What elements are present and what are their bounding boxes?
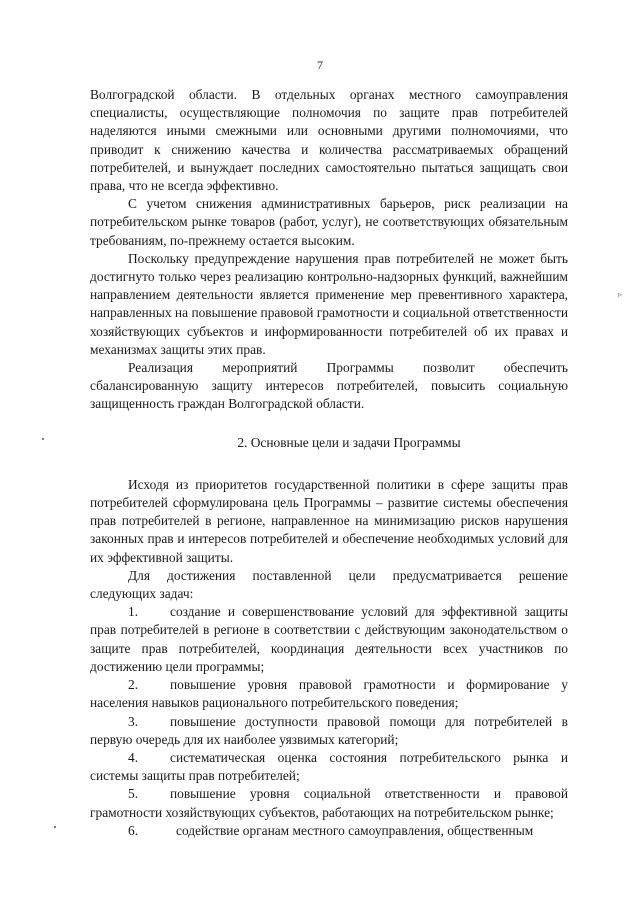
task-item-1 — [90, 603, 568, 676]
page-number: 7 — [317, 58, 323, 72]
task-item-2 — [90, 676, 568, 712]
scan-artifact-dot — [54, 826, 56, 828]
task-item-4 — [90, 749, 568, 785]
task-text: содействие органам местного самоуправления, общественным — [176, 822, 534, 838]
task-text: систематическая оценка состояния потребительского рынка и системы защиты прав потребителей; — [90, 749, 568, 784]
task-item-5 — [90, 785, 568, 821]
scan-artifact-dot — [42, 438, 44, 440]
task-text: повышение уровня правовой грамотности и формирование у населения навыков рационального потребительского поведения; — [90, 677, 568, 711]
task-item-6 — [90, 822, 568, 840]
document-body — [90, 86, 568, 840]
task-text: повышение уровня социальной ответственности и правовой грамотности хозяйствующих субъектов, работающих на потребительском рынке; — [90, 786, 568, 820]
paragraph: Реализация мероприятий Программы позволит обеспечить сбалансированную защиту интересов потребителей, повысить социальную защищенность граждан Волгоградской области. — [90, 360, 568, 412]
task-text: создание и совершенствование условий для эффективной защиты прав потребителей в регионе в соответствии с действующим законодательством о защите прав потребителей, координация деятельности всех участников по достижению цели программы; — [90, 604, 568, 674]
task-number: 4. — [128, 749, 139, 765]
section-intro: Исходя из приоритетов государственной политики в сфере защиты прав потребителей сформулирована цель Программы – развитие системы обеспечения прав потребителей в регионе, направленное на минимизацию рисков нарушения законных прав и интересов потребителей и обеспечение необходимых условий для их эффективной защиты. — [90, 476, 568, 565]
section-heading: 2. Основные цели и задачи Программы — [237, 434, 461, 450]
task-number: 6. — [128, 822, 139, 838]
scan-artifact-mark: ▹ — [618, 290, 623, 299]
task-number: 1. — [128, 604, 139, 620]
task-number: 2. — [128, 677, 139, 693]
paragraph: Поскольку предупреждение нарушения прав потребителей не может быть достигнуто только через реализацию контрольно-надзорных функций, важнейшим направлением деятельности является применение мер превентивного характера, направленных на повышение правовой грамотности и социальной ответственности хозяйствующих субъектов и информированности потребителей об их правах и механизмах защиты этих прав. — [90, 250, 568, 357]
task-item-3 — [90, 713, 568, 749]
paragraph: Волгоградской области. В отдельных органах местного самоуправления специалисты, осуществляющие полномочия по защите прав потребителей наделяются иными смежными или основными другими полномочиями, что приводит к снижению качества и количества рассматриваемых обращений потребителей, и вынуждает последних самостоятельно пытаться защищать свои права, что не всегда эффективно. — [90, 87, 568, 194]
task-number: 5. — [128, 786, 139, 802]
paragraph: С учетом снижения административных барьеров, риск реализации на потребительском рынке товаров (работ, услуг), не соответствующих обязательным требованиям, по-прежнему остается высоким. — [90, 196, 568, 248]
task-text: повышение доступности правовой помощи для потребителей в первую очередь для их наиболее уязвимых категорий; — [90, 713, 568, 747]
tasks-intro: Для достижения поставленной цели предусматривается решение следующих задач: — [90, 567, 568, 602]
task-number: 3. — [128, 713, 139, 729]
